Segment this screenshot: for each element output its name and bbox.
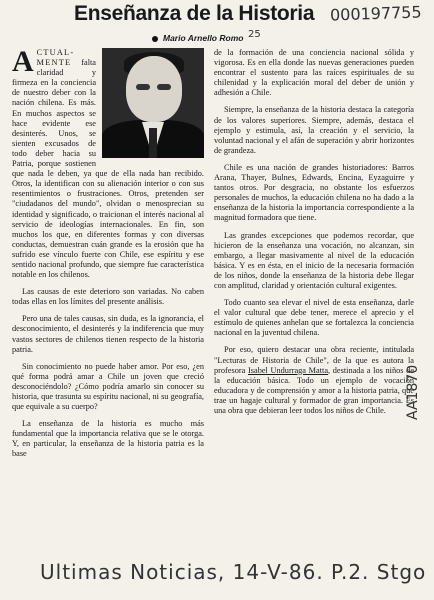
byline — [152, 33, 243, 43]
lead-words: CTUAL-MENTE — [36, 48, 75, 68]
paragraph-1-text: falta claridad y firmeza en la conciencia de nuestro deber con la nación chilena. Es más. En muchos aspectos se hace evidente ese desinterés. Unos, se sienten excusados de todo deber hacia su Patria, porque sostienen que nada le deben, ya que de ella nada han recibido. Otros, la identifican con su alienación interior o con sus resentimientos o frustraciones. Otros, pretenden ser "ciudadanos del mundo", olvidan o menosprecian su identidad y significado, o traicionan el interés nacional al servicio de ideologías internacionales. En fin, son muchos los que, en diferentes formas y con diversas conductas, demuestran cuán grande es la erosión que ha sufrido ese vínculo fuerte con Chile, ese espíritu y ese sentido nacional profundo, que siempre fue característica notable en los chilenos. — [12, 58, 204, 280]
paragraph-9: Las grandes excepciones que podemos recordar, que hicieron de la enseñanza una vocación, no alcanzan, sin embargo, a llegar masivamente al nivel de la educación básica. Y es en ésta, en el inicio de la necesaria formación de los niños, donde la enseñanza de la historia debe llegar con amplitud, claridad y orientación cultural exigentes. — [214, 230, 414, 290]
paragraph-11-end: , destinada a los niños de la educación básica. Todo un ejemplo de vocación educadora y de comprensión y amor a la historia patria, que trae un hagaje cultural y formador de gran importancia. Es una obra que debieran leer todos los niños de Chile. — [214, 365, 414, 415]
paragraph-6: de la formación de una conciencia nacional sólida y vigorosa. Es en ella donde las nuevas generaciones pueden encontrar el sustento para las raíces espirituales de su chilenidad y la explicación moral del deber de unión y adhesión a Chile. — [214, 48, 414, 98]
handwritten-source-note: Ultimas Noticias, 14-V-86. P.2. Stgo — [40, 560, 427, 584]
paragraph-11-start: Por eso, quiero destacar una obra reciente, intitulada "Lecturas de Historia de Chile", de la que es autora la profesora — [214, 345, 414, 375]
article-column-left — [12, 45, 204, 467]
highlighted-author: Isabel Undurraga Matta — [248, 365, 329, 375]
paragraph-10: Todo cuanto sea elevar el nivel de esta enseñanza, darle el valor cultural que debe tener, merece el aprecio y el estímulo de quienes anhelan que se fortalezca la conciencia nacional en la juventud chilena. — [214, 298, 414, 338]
paragraph-8: Chile es una nación de grandes historiadores: Barros Arana, Thayer, Bulnes, Edwards, Encina, Eyzaguirre y tantos otros. Por desgracia, no obstante los esfuerzos personales de muchos, la educación chilena no ha dado a la enseñanza de la historia la importancia correspondiente a la magnitud formadora que tiene. — [214, 162, 414, 223]
paragraph-2: Las causas de este deterioro son variadas. No caben todas ellas en los límites del presente análisis. — [12, 287, 204, 307]
author-photo — [102, 48, 204, 158]
paragraph-4: Sin conocimiento no puede haber amor. Por eso, ¿en qué forma podrá amar a Chile un joven que creció desconociéndolo? ¿Cómo podría amarlo sin conocer su historia, que trasunta su espíritu nacional, ni su geografía, que equivale a su cuerpo? — [12, 361, 204, 412]
paragraph-7: Siempre, la enseñanza de la historia destaca la categoría de los valores superiores. Siempre, además, destaca el ejemplo y estimula, así, la creación y el servicio, la voluntad nacional y el afán de superación y abrir horizontes de grandeza. — [214, 105, 414, 155]
article-column-right — [214, 48, 414, 423]
paragraph-5: La enseñanza de la historia es mucho más fundamental que la importancia relativa que se le otorga. Y, en particular, la enseñanza de la historia patria es la base — [12, 419, 204, 459]
handwritten-archive-code: 000197755 — [329, 2, 422, 25]
drop-cap: A — [12, 45, 34, 78]
paragraph-3: Pero una de tales causas, sin duda, es la ignorancia, el desconocimiento, el desinterés y la indiferencia que muy vastos sectores de chilenos tienen respecto de la historia patria. — [12, 314, 204, 354]
handwritten-number: 25 — [248, 29, 261, 40]
handwritten-side-note: AA1870 — [405, 364, 421, 420]
paragraph-11 — [214, 345, 414, 416]
article-title: Enseñanza de la Historia — [74, 2, 315, 25]
author-name: Mario Arnello Romo — [163, 33, 244, 43]
bullet-icon — [152, 36, 158, 42]
